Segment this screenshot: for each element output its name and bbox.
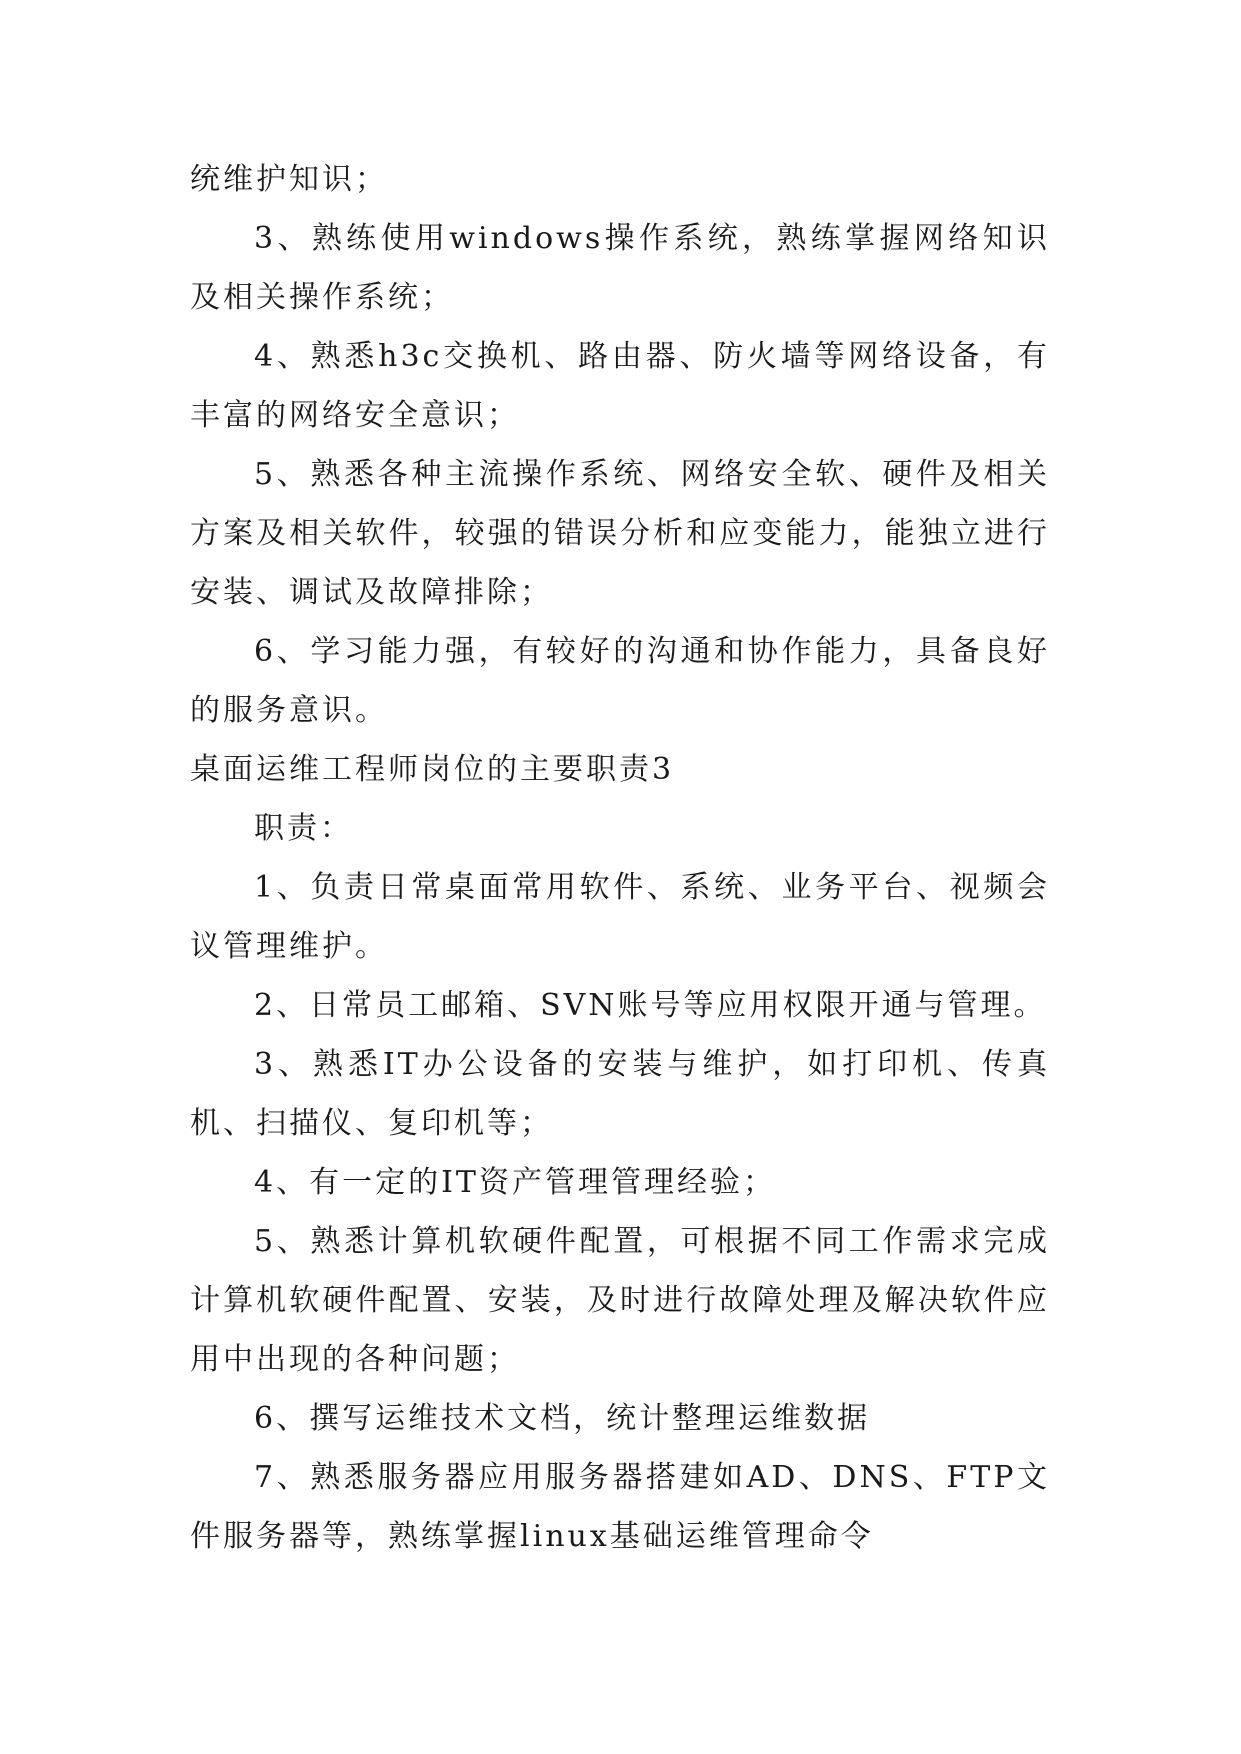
duties-label: 职责： <box>254 811 353 846</box>
duty-item-6: 6、撰写运维技术文档，统计整理运维数据 <box>254 1401 871 1436</box>
requirement-item-6: 6、学习能力强，有较好的沟通和协作能力，具备良好的服务意识。 <box>190 634 1050 728</box>
duty-item-1: 1、负责日常桌面常用软件、系统、业务平台、视频会议管理维护。 <box>190 870 1050 964</box>
requirement-item-5: 5、熟悉各种主流操作系统、网络安全软、硬件及相关方案及相关软件，较强的错误分析和应变能力，能独立进行安装、调试及故障排除； <box>190 457 1050 610</box>
paragraph-continuation: 统维护知识； <box>190 162 388 197</box>
duty-item-5: 5、熟悉计算机软硬件配置，可根据不同工作需求完成计算机软硬件配置、安装，及时进行故障处理及解决软件应用中出现的各种问题； <box>190 1224 1050 1377</box>
document-page <box>190 150 1050 1566</box>
requirement-item-4: 4、熟悉h3c交换机、路由器、防火墙等网络设备，有丰富的网络安全意识； <box>190 339 1050 433</box>
duty-item-3: 3、熟悉IT办公设备的安装与维护，如打印机、传真机、扫描仪、复印机等； <box>190 1047 1050 1141</box>
duty-item-4: 4、有一定的IT资产管理管理经验； <box>254 1165 776 1200</box>
duty-item-7: 7、熟悉服务器应用服务器搭建如AD、DNS、FTP文件服务器等，熟练掌握linux基础运维管理命令 <box>190 1460 1050 1554</box>
section-heading: 桌面运维工程师岗位的主要职责3 <box>190 752 675 787</box>
duty-item-2: 2、日常员工邮箱、SVN账号等应用权限开通与管理。 <box>254 988 1047 1023</box>
requirement-item-3: 3、熟练使用windows操作系统，熟练掌握网络知识及相关操作系统； <box>190 221 1050 315</box>
